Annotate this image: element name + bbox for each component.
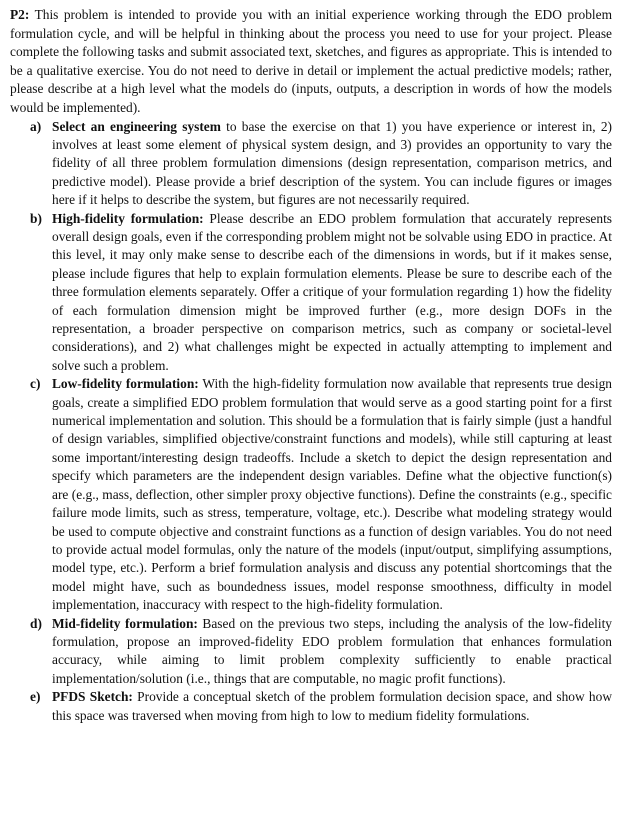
task-item-b [10, 210, 612, 376]
problem-label: P2: [10, 7, 30, 22]
task-heading: Mid-fidelity formulation: [52, 615, 198, 631]
task-marker: c) [30, 376, 41, 392]
task-marker: a) [30, 118, 42, 134]
task-heading: Low-fidelity formulation: [52, 376, 199, 392]
task-marker: e) [30, 689, 41, 705]
task-list [10, 118, 612, 725]
task-text: Provide a conceptual sketch of the problem formulation decision space, and show how this space was traversed when moving from high to low to medium fidelity formulations. [52, 689, 612, 723]
task-item-c [10, 375, 612, 614]
task-item-a [10, 118, 612, 210]
problem-intro-text: This problem is intended to provide you with an initial experience working through the EDO problem formulation cycle, and will be helpful in thinking about the process you need to use for your project. Please complete the following tasks and submit associated text, sketches, and figures as appropriate. This is intended to be a qualitative exercise. You do not need to derive in detail or implement the actual predictive models; rather, please describe at a high level what the models do (inputs, outputs, a description in words of how the models would be implemented). [10, 7, 612, 115]
task-heading: High-fidelity formulation: [52, 210, 204, 226]
task-text: to base the exercise on that 1) you have experience or interest in, 2) involves at least some element of physical system design, and 3) provides an opportunity to vary the fidelity of all three problem formulation dimensions (design representation, comparison metrics, and predictive model). Please provide a brief description of the system. You can include figures or images here if it helps to describe the system, but figures are not necessarily required. [52, 118, 612, 208]
task-heading: Select an engineering system [52, 118, 221, 134]
task-item-e [10, 688, 612, 725]
task-item-d [10, 615, 612, 689]
task-text: Based on the previous two steps, including the analysis of the low-fidelity formulation, propose an improved-fidelity EDO problem formulation that enhances formulation accuracy, while aiming to limit problem complexity sufficiently to enable practical implementation/solution (i.e., things that are computable, no magic profit functions). [52, 615, 612, 686]
task-heading: PFDS Sketch: [52, 689, 133, 705]
task-marker: d) [30, 615, 42, 631]
task-marker: b) [30, 210, 42, 226]
task-text: Please describe an EDO problem formulation that accurately represents overall design goals, even if the corresponding problem might not be solvable using EDO in practice. At this level, it may only make sense to describe each of the dimensions in words, but if it makes sense, please include figures that help to explain formulation elements. Please be sure to describe each of the three formulation elements separately. Offer a critique of your formulation regarding 1) how the fidelity of each formulation dimension might be improved further (e.g., more design DOFs in the representation, a broader perspective on comparison metrics, such as company or societal-level considerations), and 2) what challenges might be expected in actually attempting to implement and solve such a problem. [52, 210, 612, 373]
problem-intro [10, 6, 612, 118]
task-text: With the high-fidelity formulation now available that represents true design goals, create a simplified EDO problem formulation that would serve as a good starting point for a first numerical implementation and solution. This should be a formulation that is fairly simple (just a handful of design variables, simplified objective/constraint functions and models), while still capturing at least some important/interesting design tradeoffs. Include a sketch to depict the design representation and specify which parameters are the independent design variables. Define what the objective function(s) are (e.g., mass, deflection, other simpler proxy objective functions). Define the constraints (e.g., specific failure mode limits, such as stress, temperature, voltage, etc.). Describe what modeling strategy would be used to compute objective and constraint functions as a function of design variables. You do not need to provide actual model formulas, only the nature of the models (input/output, simplifying assumptions, model type, etc.). Perform a brief formulation analysis and discuss any potential shortcomings that the model might have, such as boundedness issues, model response smoothness, difficulty in model implementation, inaccuracy with respect to the high-fidelity formulation. [52, 376, 612, 613]
